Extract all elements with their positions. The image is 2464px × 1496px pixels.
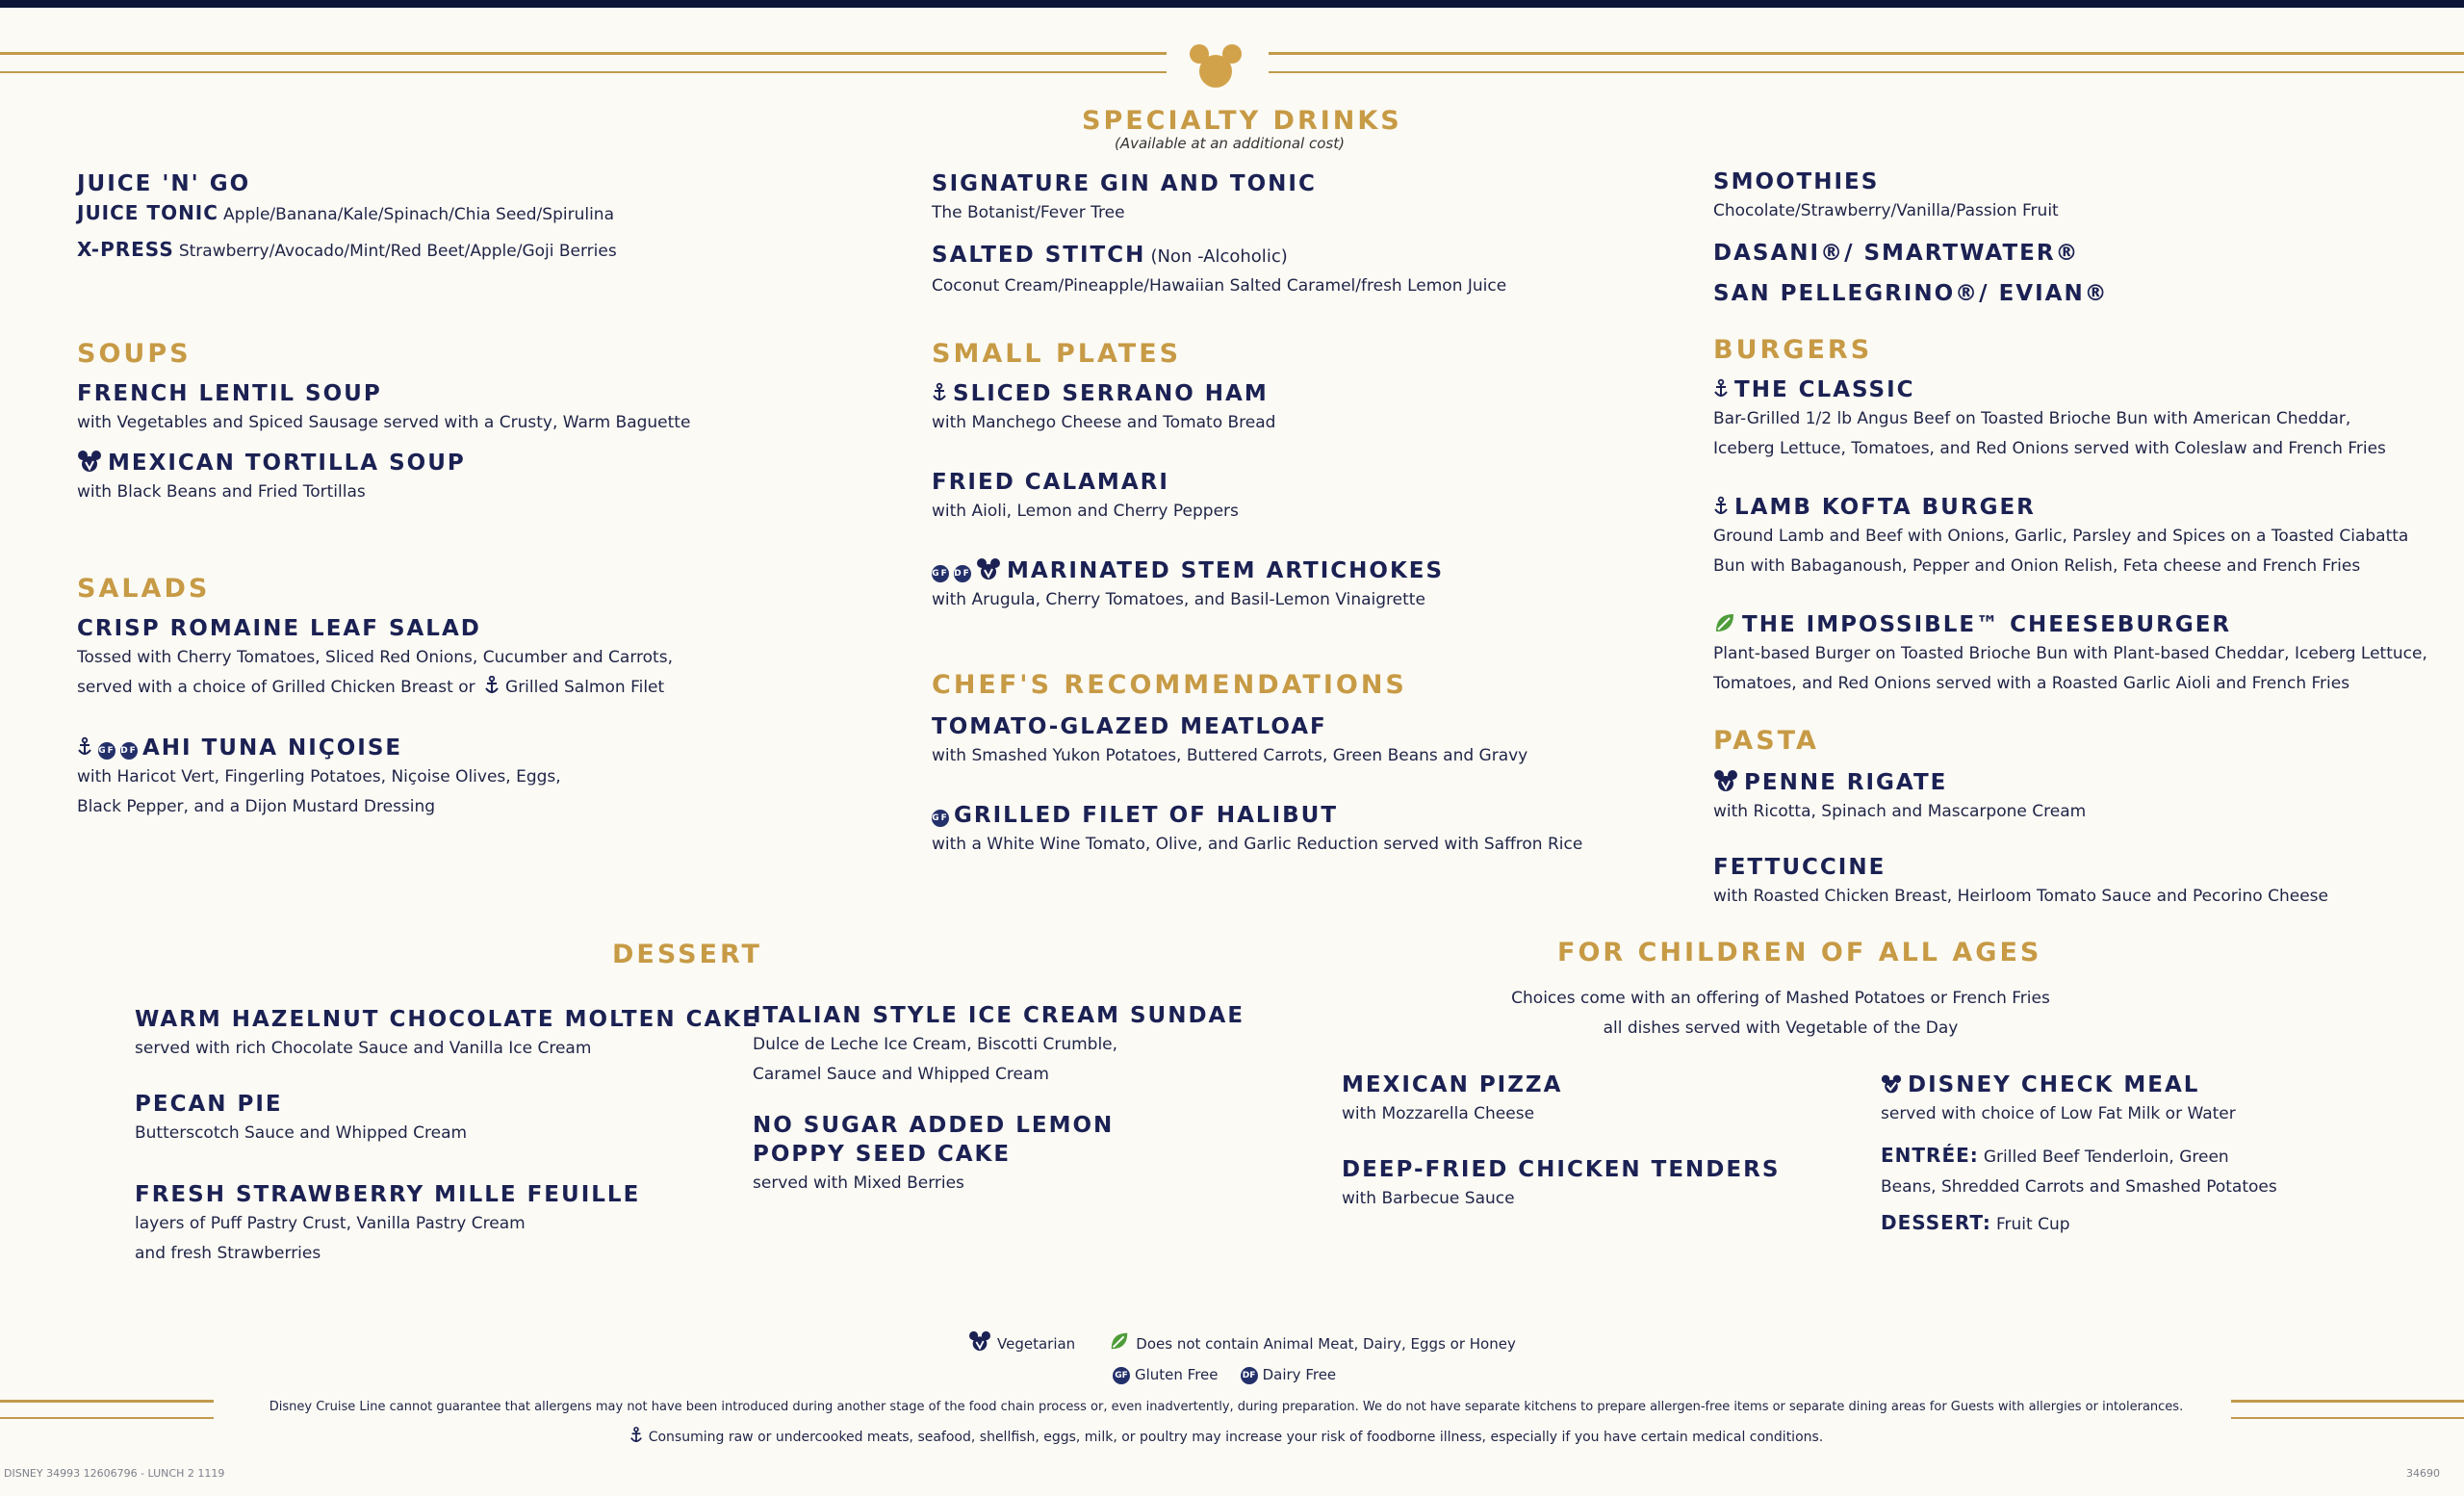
print-code-right: 34690 (2406, 1467, 2440, 1480)
gluten-free-icon: GF (932, 810, 949, 827)
water-brands-2: SAN PELLEGRINO®/ EVIAN® (1713, 281, 2109, 306)
item-name: FRESH STRAWBERRY MILLE FEUILLE (135, 1182, 641, 1207)
bottom-rule-right (2231, 1400, 2464, 1403)
item-desc: with Barbecue Sauce (1342, 1189, 1515, 1208)
vegetarian-mickey-icon (77, 450, 102, 473)
legend-row-1 (968, 1330, 1516, 1353)
item-name: DEEP-FRIED CHICKEN TENDERS (1342, 1157, 1781, 1182)
menu-item (77, 449, 466, 507)
item-desc: Iceberg Lettuce, Tomatoes, and Red Onions served with Coleslaw and French Fries (1713, 439, 2386, 458)
bottom-rule-right-2 (2231, 1417, 2464, 1419)
gin-and-tonic (932, 169, 1317, 228)
item-desc: with Vegetables and Spiced Sausage served with a Crusty, Warm Baguette (77, 413, 691, 432)
disney-check-meal (1881, 1070, 2277, 1240)
xpress-desc: Strawberry/Avocado/Mint/Red Beet/Apple/Goji Berries (178, 242, 617, 261)
item-desc: served with choice of Low Fat Milk or Water (1881, 1104, 2236, 1123)
smoothies (1713, 168, 2059, 226)
allergen-disclaimer: Disney Cruise Line cannot guarantee that allergens may not have been introduced during another stage of the food chain process or, even inadvertently, during preparation. We do not have separate kitchens to prepare allergen-free items or separate dining areas for Guests with allergies or intolerances. (269, 1400, 2184, 1414)
item-name: FRIED CALAMARI (932, 470, 1169, 495)
item-name: FRENCH LENTIL SOUP (77, 381, 382, 406)
menu-item (1713, 493, 2408, 581)
entree-desc: Grilled Beef Tenderloin, Green (1983, 1148, 2229, 1167)
menu-item (77, 734, 561, 822)
item-name: PENNE RIGATE (1744, 770, 1948, 795)
gluten-free-icon: GF (932, 565, 949, 582)
salted-stitch-desc: Coconut Cream/Pineapple/Hawaiian Salted Caramel/fresh Lemon Juice (932, 276, 1507, 296)
print-code-left: DISNEY 34993 12606796 - LUNCH 2 1119 (4, 1467, 225, 1480)
gluten-free-icon: GF (1113, 1367, 1130, 1384)
small-plates-title: SMALL PLATES (932, 339, 1182, 369)
item-desc: Dulce de Leche Ice Cream, Biscotti Crumble, (753, 1035, 1118, 1054)
gin-and-tonic-desc: The Botanist/Fever Tree (932, 203, 1125, 222)
menu-item (1342, 1070, 1562, 1129)
menu-item (135, 1180, 640, 1269)
item-desc: with Arugula, Cherry Tomatoes, and Basil-Lemon Vinaigrette (932, 590, 1425, 609)
item-desc: with Mozzarella Cheese (1342, 1104, 1535, 1123)
juice-n-go-name: JUICE 'N' GO (77, 171, 251, 196)
menu-item (753, 1001, 1245, 1090)
specialty-drinks-subtitle: (Available at an additional cost) (1115, 135, 1345, 152)
bottom-rule-left-2 (0, 1417, 214, 1419)
raw-anchor-icon (484, 676, 500, 695)
item-name: THE IMPOSSIBLE™ CHEESEBURGER (1742, 612, 2232, 637)
water-brands-1: DASANI®/ SMARTWATER® (1713, 241, 2080, 266)
menu-item (1713, 375, 2386, 464)
item-desc: served with rich Chocolate Sauce and Vanilla Ice Cream (135, 1039, 592, 1058)
vegetarian-mickey-icon (968, 1330, 991, 1352)
raw-anchor-icon (77, 736, 92, 758)
disney-check-icon (1881, 1073, 1902, 1095)
item-name: MEXICAN TORTILLA SOUP (108, 451, 466, 476)
juice-n-go (77, 169, 617, 267)
menu-item (1713, 610, 2427, 699)
item-desc: Grilled Salmon Filet (505, 678, 665, 697)
item-desc: Bar-Grilled 1/2 lb Angus Beef on Toasted Brioche Bun with American Cheddar, (1713, 409, 2351, 428)
raw-food-disclaimer-row (225, 1427, 2227, 1445)
item-name: POPPY SEED CAKE (753, 1142, 1012, 1167)
item-name: TOMATO-GLAZED MEATLOAF (932, 714, 1327, 739)
item-desc: Black Pepper, and a Dijon Mustard Dressing (77, 797, 436, 816)
dessert-label: DESSERT: (1881, 1211, 1991, 1234)
item-desc: Bun with Babaganoush, Pepper and Onion Relish, Feta cheese and French Fries (1713, 556, 2361, 576)
menu-item (753, 1111, 1114, 1199)
raw-anchor-icon (1713, 496, 1729, 517)
legend-gluten-free: Gluten Free (1135, 1366, 1219, 1383)
item-name: WARM HAZELNUT CHOCOLATE MOLTEN CAKE (135, 1007, 759, 1032)
menu-item (932, 379, 1275, 438)
raw-anchor-icon (932, 382, 947, 403)
item-desc: served with a choice of Grilled Chicken Breast or (77, 678, 475, 697)
soups-title: SOUPS (77, 339, 192, 369)
legend-vegetarian: Vegetarian (997, 1335, 1076, 1353)
gluten-free-icon: GF (98, 742, 116, 760)
item-name: THE CLASSIC (1734, 377, 1915, 402)
item-name: MARINATED STEM ARTICHOKES (1007, 558, 1445, 583)
chefs-recommendations-title: CHEF'S RECOMMENDATIONS (932, 670, 1407, 700)
item-desc: Caramel Sauce and Whipped Cream (753, 1065, 1049, 1084)
burgers-title: BURGERS (1713, 335, 1873, 365)
menu-item (1342, 1155, 1780, 1214)
xpress-name: X-PRESS (77, 238, 174, 261)
legend-dairy-free: Dairy Free (1262, 1366, 1337, 1383)
top-rule-right (1269, 52, 2464, 55)
menu-item (135, 1005, 759, 1064)
item-desc: served with Mixed Berries (753, 1174, 964, 1193)
menu-item (932, 712, 1527, 771)
item-name: GRILLED FILET OF HALIBUT (954, 803, 1339, 828)
bottom-rule-left (0, 1400, 214, 1403)
salted-stitch-name: SALTED STITCH (932, 243, 1146, 268)
dairy-free-icon: DF (1241, 1367, 1258, 1384)
menu-item (932, 556, 1444, 615)
top-rule-left-2 (0, 71, 1167, 73)
item-desc: with Roasted Chicken Breast, Heirloom Tomato Sauce and Pecorino Cheese (1713, 887, 2328, 906)
dessert-desc: Fruit Cup (1995, 1215, 2070, 1234)
top-rule-left (0, 52, 1167, 55)
item-desc: Plant-based Burger on Toasted Brioche Bun with Plant-based Cheddar, Iceberg Lettuce, (1713, 644, 2427, 663)
gin-and-tonic-name: SIGNATURE GIN AND TONIC (932, 171, 1317, 196)
vegetarian-mickey-icon (1713, 769, 1738, 792)
plant-based-leaf-icon (1713, 611, 1736, 634)
raw-food-disclaimer: Consuming raw or undercooked meats, seafood, shellfish, eggs, milk, or poultry may increase your risk of foodborne illness, especially if you have certain medical conditions. (648, 1430, 1824, 1445)
item-name: DISNEY CHECK MEAL (1908, 1072, 2200, 1097)
specialty-drinks-title: SPECIALTY DRINKS (1082, 106, 1402, 136)
smoothies-desc: Chocolate/Strawberry/Vanilla/Passion Fruit (1713, 201, 2059, 220)
juice-tonic-name: JUICE TONIC (77, 201, 218, 224)
juice-tonic-desc: Apple/Banana/Kale/Spinach/Chia Seed/Spirulina (223, 205, 614, 224)
item-desc: and fresh Strawberries (135, 1244, 321, 1263)
raw-anchor-icon (1713, 378, 1729, 400)
item-desc: with Aioli, Lemon and Cherry Peppers (932, 502, 1239, 521)
dairy-free-icon: DF (120, 742, 138, 760)
raw-anchor-icon (629, 1427, 643, 1444)
salted-stitch-note: (Non -Alcoholic) (1150, 246, 1288, 267)
item-name: AHI TUNA NIÇOISE (142, 735, 403, 761)
item-name: MEXICAN PIZZA (1342, 1072, 1563, 1097)
item-desc: with Black Beans and Fried Tortillas (77, 482, 366, 502)
item-name: NO SUGAR ADDED LEMON (753, 1113, 1115, 1138)
salted-stitch (932, 241, 1506, 301)
menu-item (1713, 768, 2086, 827)
item-name: SLICED SERRANO HAM (953, 381, 1269, 406)
dessert-title: DESSERT (612, 940, 762, 969)
item-name: CRISP ROMAINE LEAF SALAD (77, 616, 481, 641)
legend-row-2 (1113, 1365, 1336, 1384)
item-desc: with a White Wine Tomato, Olive, and Garlic Reduction served with Saffron Rice (932, 835, 1583, 854)
menu-item (77, 379, 690, 438)
top-rule-right-2 (1269, 71, 2464, 73)
item-desc: Tossed with Cherry Tomatoes, Sliced Red Onions, Cucumber and Carrots, (77, 648, 673, 667)
children-intro-1: Choices come with an offering of Mashed Potatoes or French Fries (1511, 989, 2050, 1008)
juice-tonic-line (77, 200, 617, 230)
plant-based-leaf-icon (1109, 1330, 1130, 1352)
item-name: LAMB KOFTA BURGER (1734, 495, 2036, 520)
menu-item (77, 614, 673, 703)
item-desc: with Haricot Vert, Fingerling Potatoes, Niçoise Olives, Eggs, (77, 767, 561, 787)
item-desc: Tomatoes, and Red Onions served with a Roasted Garlic Aioli and French Fries (1713, 674, 2350, 693)
item-desc: with Ricotta, Spinach and Mascarpone Cream (1713, 802, 2087, 821)
item-name: FETTUCCINE (1713, 855, 1886, 880)
mickey-head-icon (1188, 42, 1244, 90)
legend-plant-based: Does not contain Animal Meat, Dairy, Eggs or Honey (1136, 1335, 1516, 1353)
item-desc: with Smashed Yukon Potatoes, Buttered Carrots, Green Beans and Gravy (932, 746, 1528, 765)
dairy-free-icon: DF (954, 565, 971, 582)
item-desc: Ground Lamb and Beef with Onions, Garlic, Parsley and Spices on a Toasted Ciabatta (1713, 527, 2409, 546)
item-name: ITALIAN STYLE ICE CREAM SUNDAE (753, 1003, 1245, 1028)
item-desc: layers of Puff Pastry Crust, Vanilla Pastry Cream (135, 1214, 526, 1233)
item-desc: with Manchego Cheese and Tomato Bread (932, 413, 1276, 432)
salads-title: SALADS (77, 574, 211, 604)
menu-card (0, 8, 2464, 1496)
item-desc: Butterscotch Sauce and Whipped Cream (135, 1123, 468, 1143)
menu-item (932, 801, 1582, 860)
menu-item (135, 1090, 467, 1148)
children-title: FOR CHILDREN OF ALL AGES (1557, 938, 2042, 967)
item-name: PECAN PIE (135, 1092, 283, 1117)
menu-item (932, 468, 1239, 527)
entree-label: ENTRÉE: (1881, 1144, 1979, 1167)
children-intro-2: all dishes served with Vegetable of the Day (1603, 1019, 1959, 1038)
xpress-line (77, 237, 617, 267)
menu-item (1713, 853, 2328, 912)
entree-desc: Beans, Shredded Carrots and Smashed Potatoes (1881, 1177, 2277, 1197)
pasta-title: PASTA (1713, 726, 1819, 756)
smoothies-name: SMOOTHIES (1713, 169, 1880, 194)
vegetarian-mickey-icon (976, 557, 1001, 580)
